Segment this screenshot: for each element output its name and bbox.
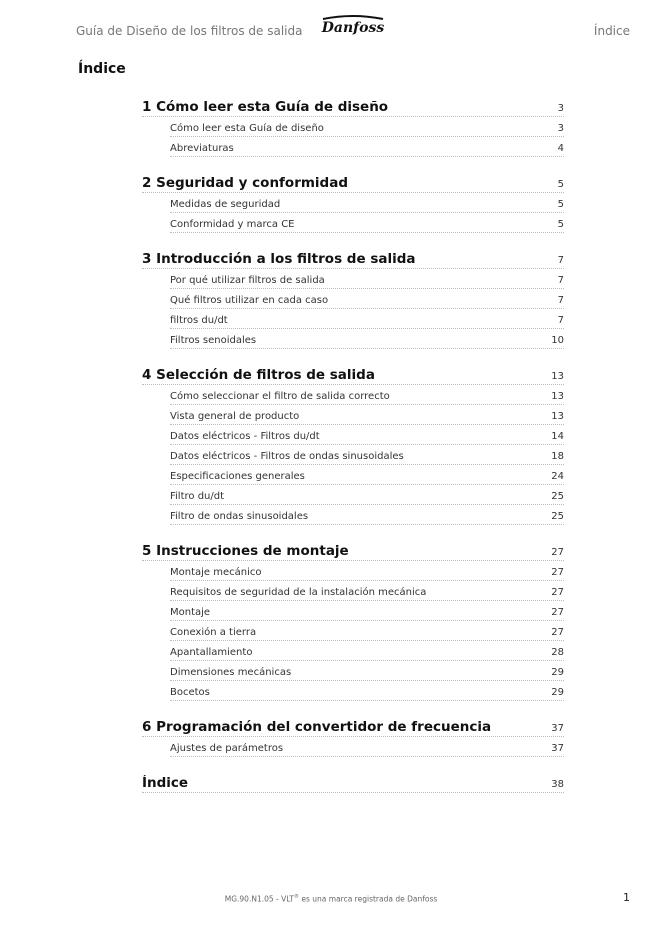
footer-trademark-note: es una marca registrada de Danfoss	[298, 894, 438, 904]
toc-chapter-page: 5	[557, 179, 564, 190]
toc-entry[interactable]	[170, 465, 564, 485]
toc-entry[interactable]	[170, 505, 564, 525]
toc-entry-title: Por qué utilizar filtros de salida	[170, 275, 325, 286]
toc-entry[interactable]	[170, 737, 564, 757]
toc-entry-page: 5	[557, 199, 564, 210]
toc-entry-title: Datos eléctricos - Filtros du/dt	[170, 431, 320, 442]
toc-entry-page: 13	[551, 411, 564, 422]
toc-entry-page: 3	[557, 123, 564, 134]
toc-chapter-title: 6 Programación del convertidor de frecuencia	[142, 719, 492, 735]
toc-entry[interactable]	[170, 561, 564, 581]
running-header-title: Guía de Diseño de los filtros de salida	[76, 24, 303, 38]
toc-entry-page: 27	[551, 567, 564, 578]
toc-chapter-page: 3	[557, 103, 564, 114]
toc-entry-page: 7	[557, 315, 564, 326]
toc-chapter-entry[interactable]	[142, 168, 564, 193]
toc-chapter-page: 27	[551, 547, 564, 558]
toc-entry[interactable]	[170, 581, 564, 601]
toc-chapter-entry[interactable]	[142, 712, 564, 737]
toc-entry[interactable]	[170, 425, 564, 445]
toc-entry-page: 29	[551, 687, 564, 698]
toc-entry-page: 37	[551, 743, 564, 754]
toc-entry-title: Conexión a tierra	[170, 627, 257, 638]
toc-entry-page: 29	[551, 667, 564, 678]
toc-entry-page: 7	[557, 275, 564, 286]
toc-entry[interactable]	[170, 137, 564, 157]
toc-entry[interactable]	[170, 193, 564, 213]
toc-entry-title: Conformidad y marca CE	[170, 219, 295, 230]
footer-doc-code: MG.90.N1.05 - VLT	[224, 894, 294, 904]
toc-entry-title: filtros du/dt	[170, 315, 228, 326]
toc-entry-title: Apantallamiento	[170, 647, 253, 658]
toc-entry[interactable]	[170, 445, 564, 465]
toc-chapter-title: Índice	[142, 775, 189, 791]
table-of-contents	[142, 92, 564, 804]
toc-entry-page: 25	[551, 511, 564, 522]
toc-entry-title: Datos eléctricos - Filtros de ondas sinusoidales	[170, 451, 404, 462]
toc-entry[interactable]	[170, 681, 564, 701]
toc-entry-page: 27	[551, 607, 564, 618]
toc-chapter-title: 1 Cómo leer esta Guía de diseño	[142, 99, 389, 115]
toc-entry[interactable]	[170, 641, 564, 661]
toc-entry-page: 28	[551, 647, 564, 658]
toc-chapter-page: 38	[551, 779, 564, 790]
toc-entry[interactable]	[170, 385, 564, 405]
toc-chapter	[142, 536, 564, 701]
toc-entry-page: 25	[551, 491, 564, 502]
toc-entry-title: Montaje	[170, 607, 211, 618]
toc-entry[interactable]	[170, 309, 564, 329]
toc-chapter	[142, 92, 564, 157]
toc-chapter-entry[interactable]	[142, 92, 564, 117]
toc-entry-page: 27	[551, 627, 564, 638]
toc-chapter-entry[interactable]	[142, 536, 564, 561]
toc-chapter-entry[interactable]	[142, 360, 564, 385]
toc-entry-page: 27	[551, 587, 564, 598]
toc-entry-title: Montaje mecánico	[170, 567, 262, 578]
svg-text:Danfoss: Danfoss	[321, 20, 385, 36]
toc-chapter-title: 3 Introducción a los filtros de salida	[142, 251, 416, 267]
toc-chapter	[142, 712, 564, 757]
toc-entry-title: Cómo seleccionar el filtro de salida correcto	[170, 391, 390, 402]
page-number: 1	[623, 891, 630, 904]
toc-entry-title: Filtro du/dt	[170, 491, 225, 502]
toc-entry-title: Abreviaturas	[170, 143, 234, 154]
toc-entry-page: 24	[551, 471, 564, 482]
toc-entry[interactable]	[170, 621, 564, 641]
toc-entry-title: Requisitos de seguridad de la instalación mecánica	[170, 587, 427, 598]
toc-entry-page: 4	[557, 143, 564, 154]
toc-entry[interactable]	[170, 405, 564, 425]
toc-chapter-title: 2 Seguridad y conformidad	[142, 175, 348, 191]
toc-entry[interactable]	[170, 661, 564, 681]
toc-entry[interactable]	[170, 601, 564, 621]
toc-entry[interactable]	[170, 289, 564, 309]
toc-chapter	[142, 768, 564, 793]
toc-entry[interactable]	[170, 269, 564, 289]
toc-chapter-entry[interactable]	[142, 244, 564, 269]
toc-chapter-page: 13	[551, 371, 564, 382]
toc-entry[interactable]	[170, 329, 564, 349]
toc-entry-title: Vista general de producto	[170, 411, 300, 422]
toc-entry[interactable]	[170, 117, 564, 137]
toc-entry-title: Ajustes de parámetros	[170, 743, 284, 754]
toc-entry[interactable]	[170, 213, 564, 233]
toc-entry-page: 5	[557, 219, 564, 230]
toc-entry[interactable]	[170, 485, 564, 505]
toc-chapter-entry[interactable]	[142, 768, 564, 793]
toc-entry-title: Especificaciones generales	[170, 471, 305, 482]
toc-entry-page: 7	[557, 295, 564, 306]
toc-entry-page: 10	[551, 335, 564, 346]
toc-entry-title: Medidas de seguridad	[170, 199, 281, 210]
toc-chapter-page: 7	[557, 255, 564, 266]
toc-chapter-title: 5 Instrucciones de montaje	[142, 543, 349, 559]
toc-entry-title: Bocetos	[170, 687, 210, 698]
running-header-section: Índice	[593, 24, 630, 38]
toc-entry-title: Filtro de ondas sinusoidales	[170, 511, 309, 522]
toc-chapter	[142, 360, 564, 525]
toc-entry-page: 14	[551, 431, 564, 442]
toc-chapter	[142, 168, 564, 233]
toc-chapter	[142, 244, 564, 349]
footer	[0, 894, 662, 904]
toc-entry-title: Dimensiones mecánicas	[170, 667, 292, 678]
toc-entry-title: Cómo leer esta Guía de diseño	[170, 123, 324, 134]
toc-chapter-title: 4 Selección de filtros de salida	[142, 367, 375, 383]
danfoss-logo	[320, 12, 386, 38]
toc-entry-title: Qué filtros utilizar en cada caso	[170, 295, 329, 306]
toc-entry-page: 13	[551, 391, 564, 402]
page-title: Índice	[78, 61, 126, 77]
toc-entry-page: 18	[551, 451, 564, 462]
registered-mark: ®	[293, 894, 299, 900]
toc-chapter-page: 37	[551, 723, 564, 734]
toc-entry-title: Filtros senoidales	[170, 335, 257, 346]
